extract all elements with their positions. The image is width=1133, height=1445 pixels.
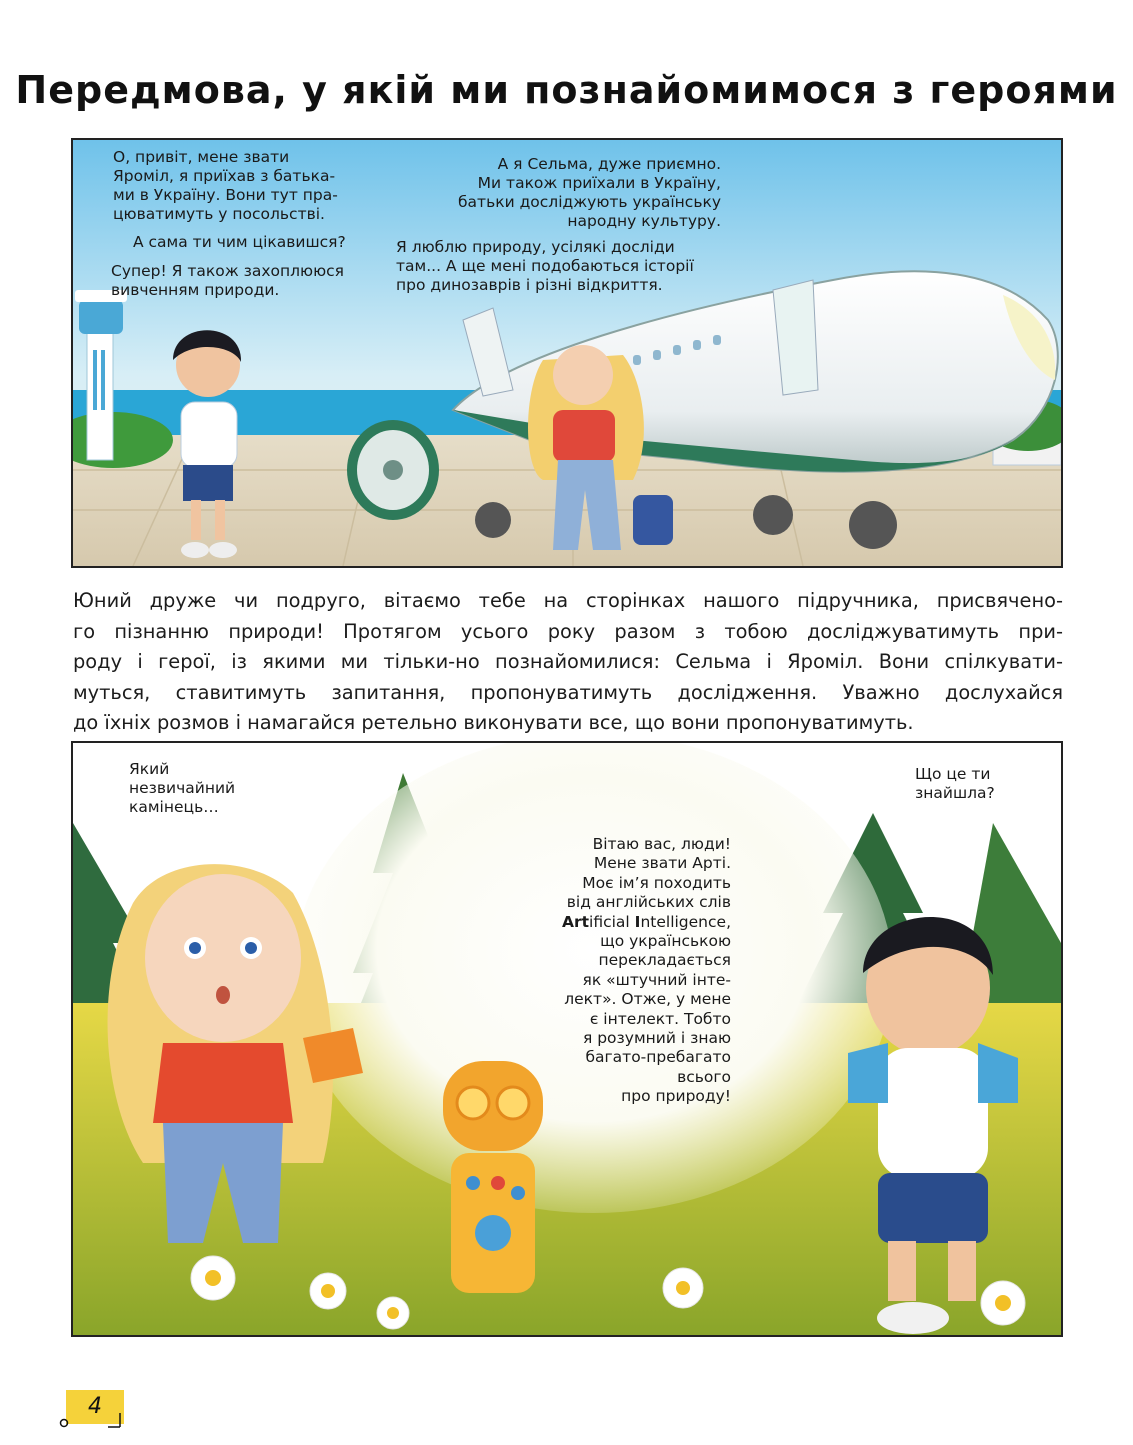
intro-line: муться, ставитимуть запитання, пропонуватимуть дослідження. Уважно дослухайся (73, 680, 1063, 704)
bubble-line: ми в Україну. Вони тут пра- (113, 186, 338, 204)
bubble-line: що українською (600, 932, 731, 951)
illustration-forest (71, 741, 1063, 1337)
intro-paragraph (73, 586, 1063, 739)
intro-line: роду і герої, із якими ми тільки-но познайомилися: Сельма і Яроміл. Вони спілкувати- (73, 650, 1063, 673)
bubble-line: лект». Отже, у мене (564, 990, 731, 1009)
bubble-line: Мене звати Арті. (593, 854, 731, 873)
jaromil-reply-bubble (111, 262, 344, 300)
bubble-line: Супер! Я також захоплююся (111, 262, 344, 280)
jaromil-question-bubble (915, 765, 995, 803)
bubble-line: батьки досліджують українську (457, 193, 721, 211)
bubble-line: про динозаврів і різні відкриття. (396, 276, 663, 294)
bubble-line: Я люблю природу, усілякі досліди (396, 238, 675, 256)
jaromil-question-bubble: А сама ти чим цікавишся? (133, 233, 346, 251)
bubble-line: незвичайний (129, 779, 236, 797)
bubble-text: ntelligence, (640, 912, 731, 931)
bubble-line: знайшла? (915, 784, 995, 802)
bubble-line: Що це ти (915, 765, 991, 783)
bubble-line: цюватимуть у посольстві. (113, 205, 325, 223)
page-title: Передмова, у якій ми познайомимося з героями (15, 68, 1118, 112)
bubble-text: ificial (589, 912, 635, 931)
intro-line: до їхніх розмов і намагайся ретельно виконувати все, що вони пропонуватимуть. (73, 711, 914, 734)
intro-line: Юний друже чи подруго, вітаємо тебе на сторінках нашого підручника, присвячено- (73, 589, 1063, 612)
bubble-line: багато-пребагато (585, 1048, 731, 1067)
bubble-line: камінець… (129, 798, 219, 816)
bubble-line: є інтелект. Тобто (589, 1009, 731, 1028)
bubble-line: Вітаю вас, люди! (592, 835, 731, 853)
bubble-line: перекладається (598, 951, 731, 970)
ai-acronym-letters: I (634, 912, 641, 931)
bubble-line: Яроміл, я приїхав з батька- (113, 167, 336, 185)
jaromil-greeting-bubble (113, 148, 338, 224)
bubble-line: Ми також приїхали в Україну, (477, 174, 721, 192)
ai-acronym-letters: Art (561, 912, 590, 931)
bubble-line: як «штучний інте- (582, 970, 731, 989)
bubble-line: Моє ім’я походить (582, 873, 731, 892)
bubble-line: народну культуру. (567, 212, 721, 230)
bubble-line: від англійських слів (566, 893, 731, 912)
arti-intro-bubble (513, 835, 731, 1107)
bubble-line: всього (677, 1067, 731, 1086)
bubble-line: там... А ще мені подобаються історії (396, 257, 694, 275)
intro-line: го пізнанню природи! Протягом усього року разом з тобою досліджуватимуть при- (73, 619, 1063, 643)
bubble-line: Який (129, 760, 170, 778)
page-corner-marks (58, 1413, 128, 1431)
selma-greeting-bubble (421, 155, 721, 231)
page-number: 4 (66, 1390, 124, 1424)
bubble-line: О, привіт, мене звати (113, 148, 290, 166)
selma-stone-bubble (129, 760, 235, 817)
bubble-line: я розумний і знаю (582, 1029, 731, 1048)
illustration-airport (71, 138, 1063, 568)
bubble-line: про природу! (621, 1087, 731, 1106)
bubble-line: А я Сельма, дуже приємно. (497, 155, 721, 173)
bubble-line: вивченням природи. (111, 281, 280, 299)
selma-interests-bubble (396, 238, 694, 295)
